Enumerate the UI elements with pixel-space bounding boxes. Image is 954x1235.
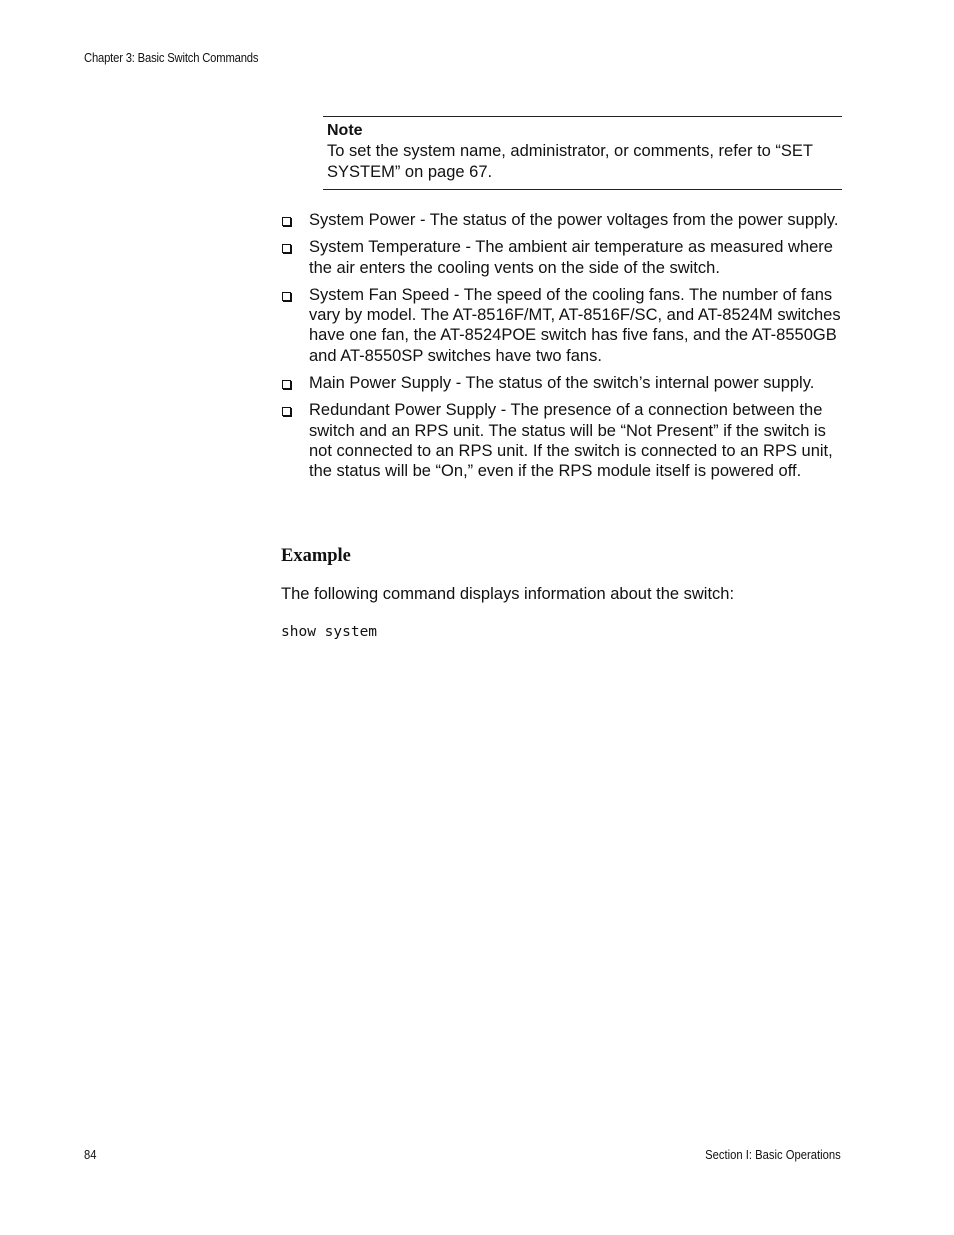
running-foot: Section I: Basic Operations xyxy=(705,1148,841,1162)
list-item xyxy=(281,285,846,366)
list-item-text: System Fan Speed - The speed of the cooling fans. The number of fans vary by model. The AT-8516F/MT, AT-8516F/SC, and AT-8524M switches have one fan, the AT-8524POE switch has five fans, and the AT-8550GB and AT-8550SP switches have two fans. xyxy=(309,285,841,365)
list-item xyxy=(281,237,846,278)
list-item-text: Main Power Supply - The status of the switch’s internal power supply. xyxy=(309,374,815,393)
bullet-list xyxy=(281,210,846,489)
list-item xyxy=(281,400,846,481)
page-number: 84 xyxy=(84,1148,97,1162)
list-item-text: System Power - The status of the power voltages from the power supply. xyxy=(309,211,839,229)
list-item xyxy=(281,373,846,393)
list-item-text: Redundant Power Supply - The presence of a connection between the switch and an RPS unit. The status will be “Not Present” if the switch is not connected to an RPS unit. If the switch is connected to an RPS unit, the status will be “On,” even if the RPS module itself is powered off. xyxy=(309,401,833,481)
checkbox-bullet-icon xyxy=(282,407,291,416)
checkbox-bullet-icon xyxy=(282,292,291,301)
note-box xyxy=(323,116,842,190)
running-head: Chapter 3: Basic Switch Commands xyxy=(84,51,259,65)
example-description: The following command displays information about the switch: xyxy=(281,585,735,603)
example-heading: Example xyxy=(281,546,351,566)
checkbox-bullet-icon xyxy=(282,380,291,389)
list-item xyxy=(281,210,846,230)
checkbox-bullet-icon xyxy=(282,244,291,253)
command-example: show system xyxy=(281,624,378,640)
note-text: To set the system name, administrator, or comments, refer to “SET SYSTEM” on page 67. xyxy=(327,142,813,181)
list-item-text: System Temperature - The ambient air temperature as measured where the air enters the cooling vents on the side of the switch. xyxy=(309,238,833,277)
note-title: Note xyxy=(327,122,363,139)
checkbox-bullet-icon xyxy=(282,217,291,226)
